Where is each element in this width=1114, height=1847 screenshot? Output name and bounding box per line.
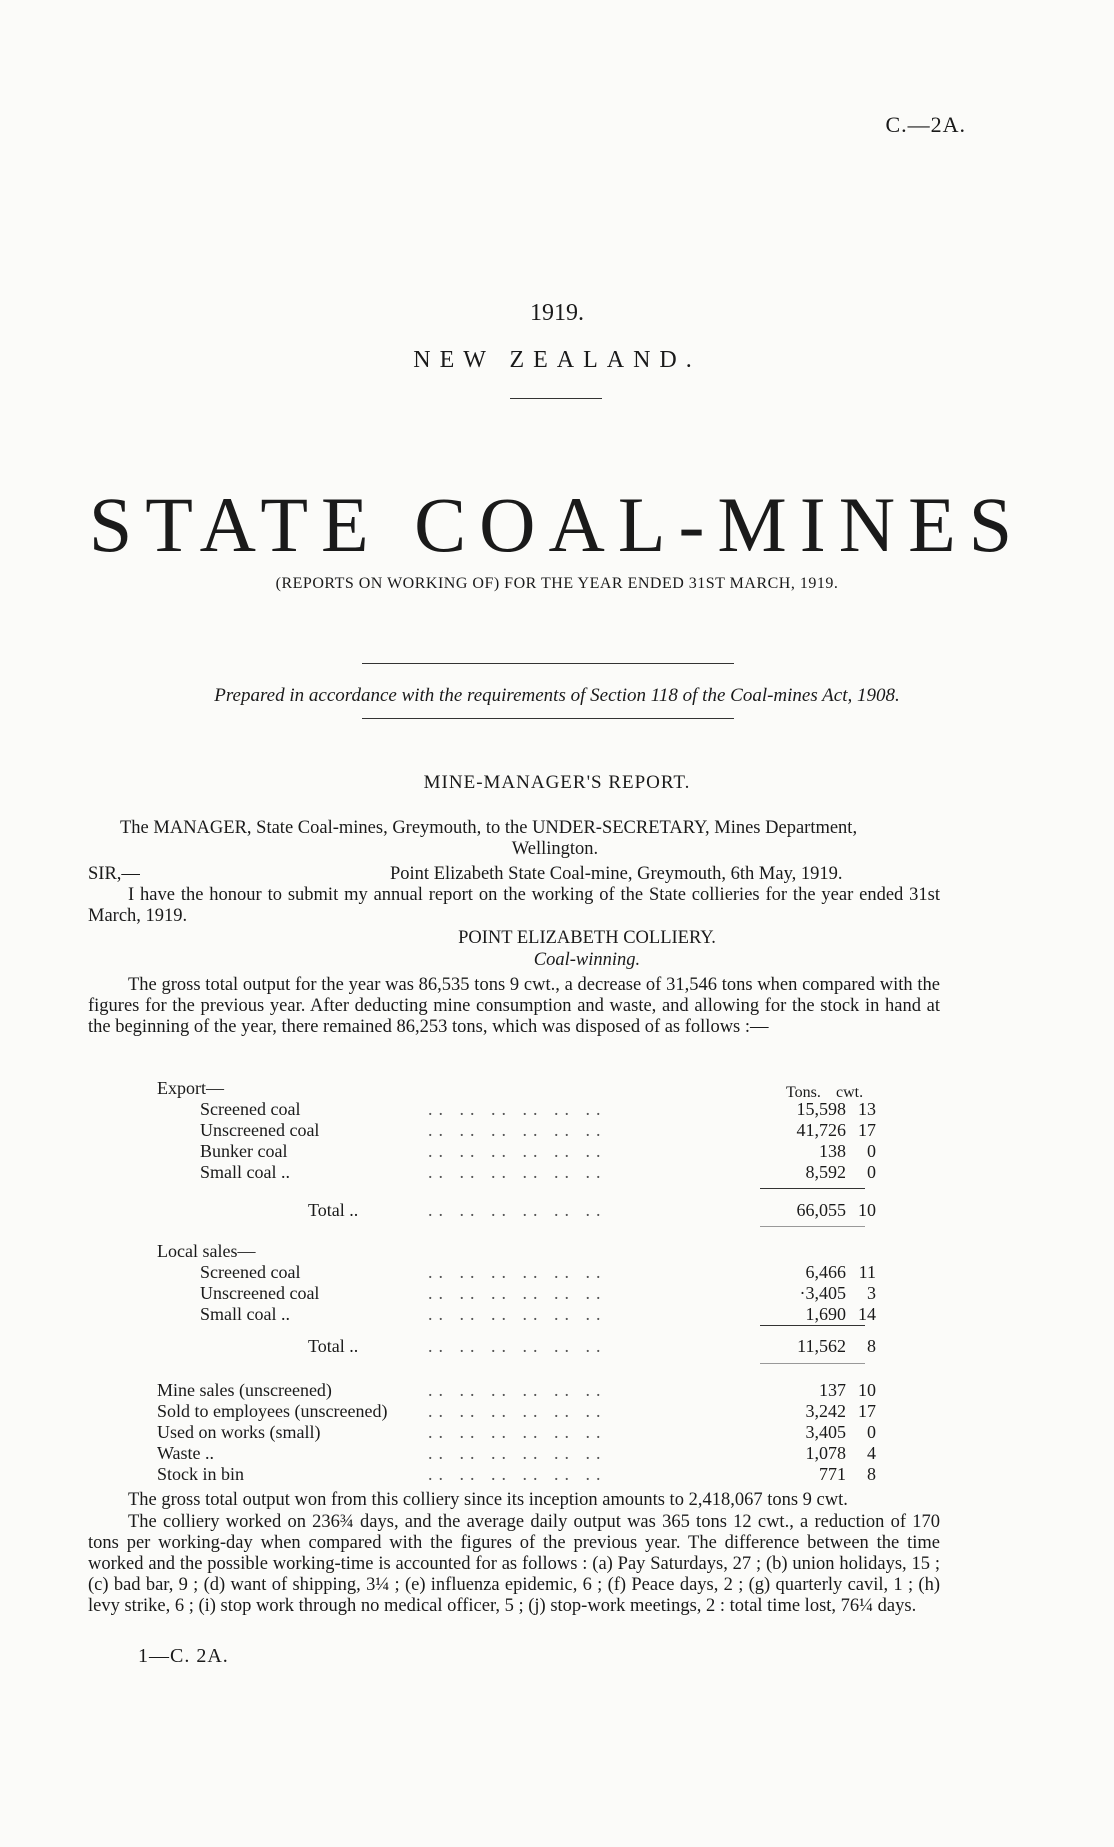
dots-leader: .. .. .. .. .. ..: [428, 1162, 607, 1182]
row-cwt: 4: [867, 1443, 876, 1463]
table-row: [0, 1120, 1114, 1141]
table-row: [0, 1464, 1114, 1485]
intro-paragraph: I have the honour to submit my annual report on the working of the State collieries for the year ended 31st March, 1919.: [88, 885, 940, 926]
row-tons: 1,078: [805, 1443, 846, 1463]
row-tons: 138: [819, 1141, 846, 1161]
address-line: The MANAGER, State Coal-mines, Greymouth, to the UNDER-SECRETARY, Mines Department,: [120, 818, 858, 838]
row-label: Small coal ..: [200, 1162, 290, 1182]
dots-leader: .. .. .. .. .. ..: [428, 1283, 607, 1303]
row-tons: 41,726: [796, 1120, 846, 1140]
row-label: Small coal ..: [200, 1304, 290, 1324]
page-title: STATE COAL-MINES: [88, 481, 1026, 568]
row-cwt: 14: [858, 1304, 876, 1324]
total-label: Total ..: [308, 1336, 359, 1356]
report-year: 1919.: [530, 300, 584, 326]
row-label: Mine sales (unscreened): [157, 1380, 332, 1400]
row-cwt: 0: [867, 1162, 876, 1182]
export-heading: Export—: [157, 1078, 224, 1098]
table-row: [0, 1099, 1114, 1120]
report-heading: MINE-MANAGER'S REPORT.: [423, 772, 691, 793]
table-row: [0, 1141, 1114, 1162]
dots-leader: .. .. .. .. .. ..: [428, 1380, 607, 1400]
row-label: Unscreened coal: [200, 1283, 320, 1303]
col-header-tons: Tons.: [786, 1084, 821, 1101]
row-cwt: 11: [858, 1262, 876, 1282]
row-tons: 3,405: [805, 1422, 846, 1442]
table-row: [0, 1380, 1114, 1401]
row-cwt: 10: [858, 1380, 876, 1400]
output-paragraph: The gross total output for the year was 86,535 tons 9 cwt., a decrease of 31,546 tons when compared with the figures for the previous year. After deducting mine consumption and waste, and allowing for the stock in hand at the beginning of the year, there remained 86,253 tons, which was disposed of as follows :—: [88, 975, 940, 1037]
row-tons: 3,242: [805, 1401, 846, 1421]
salutation: SIR,—: [88, 864, 140, 884]
row-cwt: 3: [867, 1283, 876, 1303]
dots-leader: .. .. .. .. .. ..: [428, 1200, 607, 1220]
total-cwt: 8: [867, 1336, 876, 1356]
dots-leader: .. .. .. .. .. ..: [428, 1422, 607, 1442]
row-cwt: 13: [858, 1099, 876, 1119]
row-cwt: 17: [858, 1120, 876, 1140]
row-label: Unscreened coal: [200, 1120, 320, 1140]
table-row: [0, 1262, 1114, 1283]
table-row: [0, 1304, 1114, 1325]
section-heading: Coal-winning.: [533, 950, 641, 970]
row-label: Used on works (small): [157, 1422, 321, 1442]
row-label: Screened coal: [200, 1262, 301, 1282]
signature-mark: 1—C. 2A.: [138, 1645, 229, 1667]
page-subtitle: (REPORTS ON WORKING OF) FOR THE YEAR ENDED 31ST MARCH, 1919.: [275, 575, 839, 592]
row-label: Waste ..: [157, 1443, 215, 1463]
colliery-heading: POINT ELIZABETH COLLIERY.: [458, 928, 716, 948]
inception-paragraph: The gross total output won from this colliery since its inception amounts to 2,418,067 tons 9 cwt.: [128, 1490, 848, 1510]
dots-leader: .. .. .. .. .. ..: [428, 1443, 607, 1463]
dots-leader: .. .. .. .. .. ..: [428, 1120, 607, 1140]
row-label: Screened coal: [200, 1099, 301, 1119]
subtotal-rule: [760, 1325, 865, 1326]
row-label: Sold to employees (unscreened): [157, 1401, 388, 1421]
table-row: [0, 1422, 1114, 1443]
dots-leader: .. .. .. .. .. ..: [428, 1141, 607, 1161]
subtotal-rule: [760, 1363, 865, 1364]
row-tons: 6,466: [805, 1262, 846, 1282]
subtotal-rule: [760, 1226, 865, 1227]
local-heading: Local sales—: [157, 1241, 256, 1261]
row-cwt: 8: [867, 1464, 876, 1484]
row-label: Stock in bin: [157, 1464, 245, 1484]
table-row: [0, 1162, 1114, 1183]
location-date: Point Elizabeth State Coal-mine, Greymouth, 6th May, 1919.: [390, 864, 843, 884]
prepared-note: Prepared in accordance with the requirements of Section 118 of the Coal-mines Act, 1908.: [214, 685, 900, 706]
row-label: Bunker coal: [200, 1141, 288, 1161]
address-line: Wellington.: [511, 839, 599, 859]
row-tons: ·3,405: [799, 1283, 846, 1303]
total-cwt: 10: [858, 1200, 876, 1220]
total-tons: 11,562: [797, 1336, 846, 1356]
table-row: [0, 1283, 1114, 1304]
col-header-cwt: cwt.: [836, 1084, 864, 1101]
days-paragraph: The colliery worked on 236¾ days, and the average daily output was 365 tons 12 cwt., a reduction of 170 tons per working-day when compared with the figures of the previous year. The difference between the time worked and the possible working-time is accounted for as follows : (a) Pay Saturdays, 27 ; (b) union holidays, 15 ; (c) bad bar, 9 ; (d) want of shipping, 3¼ ; (e) influenza epidemic, 6 ; (f) Peace days, 2 ; (g) quarterly cavil, 1 ; (h) levy strike, 6 ; (i) stop work through no medical officer, 5 ; (j) stop-work meetings, 2 : total time lost, 76¼ days.: [88, 1512, 940, 1616]
country-name: NEW ZEALAND.: [413, 347, 701, 373]
row-cwt: 17: [858, 1401, 876, 1421]
dots-leader: .. .. .. .. .. ..: [428, 1304, 607, 1324]
dots-leader: .. .. .. .. .. ..: [428, 1401, 607, 1421]
row-tons: 1,690: [805, 1304, 846, 1324]
row-cwt: 0: [867, 1141, 876, 1161]
row-tons: 771: [819, 1464, 846, 1484]
dots-leader: .. .. .. .. .. ..: [428, 1336, 607, 1356]
total-label: Total ..: [308, 1200, 359, 1220]
dots-leader: .. .. .. .. .. ..: [428, 1262, 607, 1282]
row-tons: 15,598: [796, 1099, 846, 1119]
page-reference: C.—2A.: [885, 112, 966, 137]
table-row: [0, 1443, 1114, 1464]
table-row: [0, 1401, 1114, 1422]
row-cwt: 0: [867, 1422, 876, 1442]
row-tons: 8,592: [805, 1162, 846, 1182]
row-tons: 137: [819, 1380, 846, 1400]
subtotal-rule: [760, 1188, 865, 1189]
dots-leader: .. .. .. .. .. ..: [428, 1464, 607, 1484]
total-tons: 66,055: [796, 1200, 846, 1220]
dots-leader: .. .. .. .. .. ..: [428, 1099, 607, 1119]
